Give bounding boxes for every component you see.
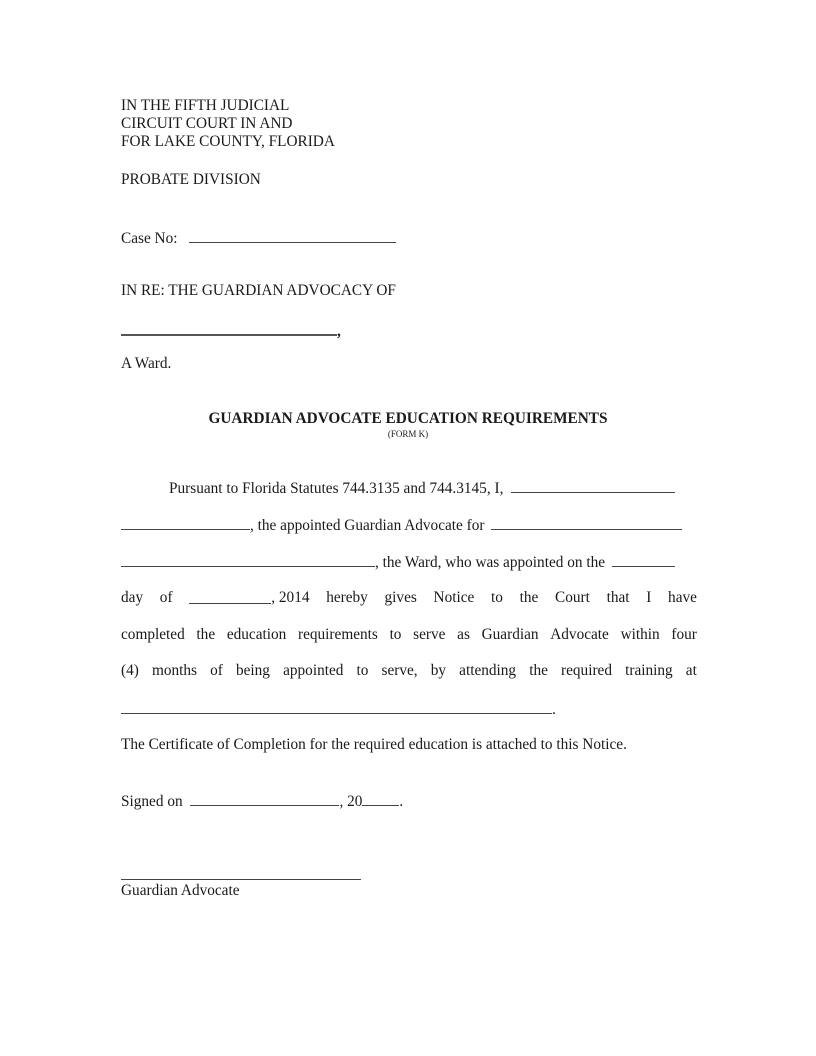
year-text: , 2014 (271, 589, 310, 606)
word: attending (459, 662, 517, 679)
word: at (685, 662, 697, 679)
case-number-row (121, 228, 396, 248)
word: appointed (283, 662, 344, 679)
signature-field[interactable] (121, 865, 361, 880)
body-line-2 (121, 515, 682, 535)
body-line-6 (121, 662, 697, 680)
appointed-month-field[interactable] (189, 589, 271, 604)
document-title: GUARDIAN ADVOCATE EDUCATION REQUIREMENTS (208, 410, 608, 427)
word: of (159, 589, 173, 606)
signed-on-row (121, 791, 403, 811)
ward-label: A Ward. (121, 355, 172, 372)
word: education (226, 626, 287, 643)
word: that (606, 589, 630, 606)
word: being (235, 662, 270, 679)
word: hereby (326, 589, 368, 606)
ward-continued-field[interactable] (121, 552, 375, 567)
word: the (196, 626, 216, 643)
body-line-4 (121, 589, 697, 607)
period: . (552, 701, 556, 718)
court-line-1: IN THE FIFTH JUDICIAL (121, 97, 290, 114)
signer-label: Guardian Advocate (121, 882, 240, 899)
word: gives (384, 589, 417, 606)
word: training (625, 662, 673, 679)
word: serve, (381, 662, 418, 679)
word: completed (121, 626, 185, 643)
word: Guardian (481, 626, 539, 643)
case-no-label: Case No: (121, 230, 178, 247)
guardian-name-continued-field[interactable] (121, 515, 250, 530)
in-re-line: IN RE: THE GUARDIAN ADVOCACY OF (121, 282, 396, 299)
certificate-statement: The Certificate of Completion for the required education is attached to this Notice. (121, 736, 627, 753)
appointed-text: , the appointed Guardian Advocate for (250, 517, 485, 534)
statute-text: Pursuant to Florida Statutes 744.3135 and 744.3145, I, (169, 480, 504, 497)
word: Notice (433, 589, 475, 606)
word: requirements (298, 626, 378, 643)
word: (4) (121, 662, 139, 679)
word: I (646, 589, 652, 606)
body-line-5 (121, 626, 697, 644)
word: Advocate (550, 626, 609, 643)
case-number-field[interactable] (189, 228, 396, 243)
ward-name-comma: , (337, 323, 341, 340)
word: serve (413, 626, 446, 643)
word: to (389, 626, 402, 643)
period: . (399, 793, 404, 810)
word: to (356, 662, 369, 679)
appointed-on-text: , the Ward, who was appointed on the (375, 554, 606, 571)
word: by (430, 662, 447, 679)
signed-date-field[interactable] (190, 791, 339, 806)
body-line-7 (121, 699, 556, 719)
signed-on-label: Signed on (121, 793, 183, 810)
word: Court (555, 589, 590, 606)
word: months (151, 662, 197, 679)
signed-year-field[interactable] (362, 791, 399, 806)
body-line-1 (169, 478, 675, 498)
appointed-day-field[interactable] (612, 552, 675, 567)
word: the (519, 589, 539, 606)
word: have (668, 589, 697, 606)
word: as (457, 626, 470, 643)
ward-name-field[interactable] (121, 320, 337, 336)
word: four (671, 626, 697, 643)
word: of (210, 662, 223, 679)
court-line-2: CIRCUIT COURT IN AND (121, 115, 293, 132)
word: within (620, 626, 660, 643)
word: required (561, 662, 612, 679)
word: day (121, 589, 144, 606)
training-location-field[interactable] (121, 699, 552, 714)
word: the (529, 662, 548, 679)
ward-name-row (121, 320, 341, 341)
guardian-name-field[interactable] (511, 478, 675, 493)
year-prefix: , 20 (339, 793, 363, 810)
form-label: (FORM K) (387, 429, 429, 439)
body-line-3 (121, 552, 675, 572)
court-line-3: FOR LAKE COUNTY, FLORIDA (121, 133, 335, 150)
division-label: PROBATE DIVISION (121, 171, 261, 188)
ward-for-field[interactable] (491, 515, 682, 530)
word: to (491, 589, 503, 606)
